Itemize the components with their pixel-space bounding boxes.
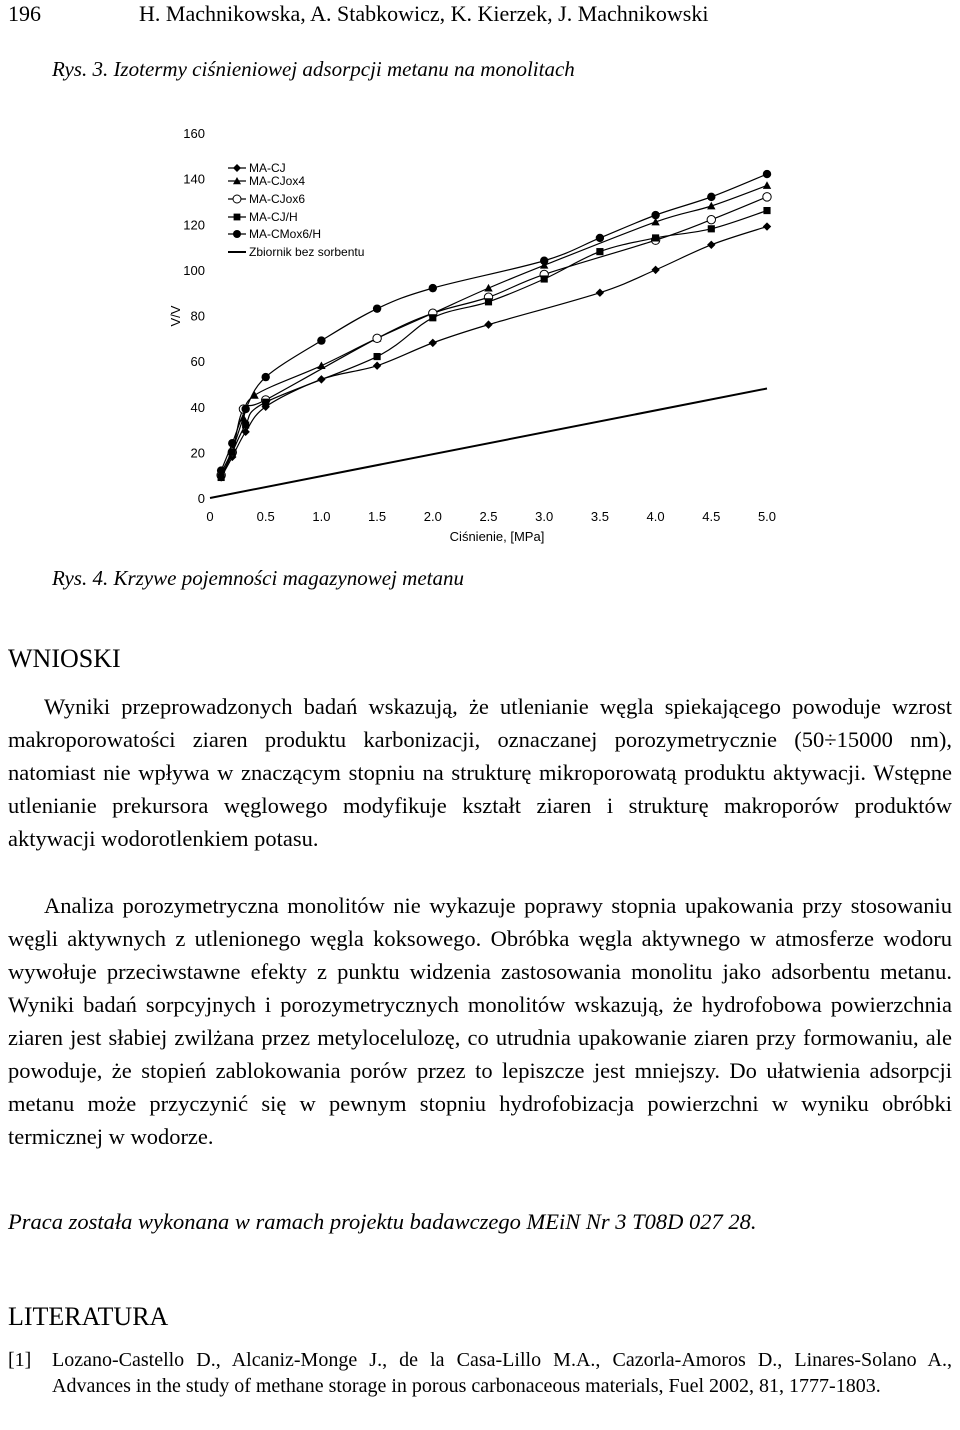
x-tick-label: 2.0 — [423, 509, 442, 524]
legend-label: MA-CJox4 — [249, 174, 306, 188]
data-point-triangle — [763, 181, 771, 189]
data-point-square — [374, 353, 381, 360]
data-point-filled-circle — [651, 211, 659, 219]
legend-label: MA-CJox6 — [249, 192, 306, 206]
data-point-filled-circle — [217, 466, 225, 474]
x-axis-label: Ciśnienie, [MPa] — [449, 529, 545, 544]
data-point-diamond — [651, 266, 659, 274]
x-tick-label: 4.5 — [702, 509, 721, 524]
running-authors: H. Machnikowska, A. Stabkowicz, K. Kierzek, J. Machnikowski — [139, 1, 709, 26]
funding-note: Praca została wykonana w ramach projektu badawczego MEiN Nr 3 T08D 027 28. — [8, 1209, 757, 1234]
section-heading-literatura: LITERATURA — [8, 1302, 169, 1331]
x-tick-label: 3.0 — [535, 509, 554, 524]
y-tick-label: 20 — [190, 445, 205, 461]
y-tick-label: 80 — [190, 308, 205, 324]
y-axis-label: V/V — [168, 305, 183, 327]
data-point-square — [429, 314, 436, 321]
y-tick-label: 40 — [190, 399, 205, 415]
data-point-open-circle — [373, 334, 381, 342]
data-point-filled-circle — [540, 257, 548, 265]
y-tick-label: 160 — [183, 126, 205, 141]
data-point-filled-circle — [233, 230, 241, 238]
series-line-5 — [210, 389, 767, 499]
data-point-square — [485, 298, 492, 305]
data-point-square — [242, 421, 249, 428]
x-tick-label: 3.5 — [590, 509, 609, 524]
data-point-square — [763, 207, 770, 214]
legend-label: MA-CJ/H — [249, 210, 298, 224]
data-point-square — [652, 234, 659, 241]
data-point-diamond — [763, 222, 771, 230]
data-point-square — [708, 225, 715, 232]
data-point-filled-circle — [317, 336, 325, 344]
legend-label: MA-CJ — [249, 161, 286, 175]
y-tick-label: 60 — [190, 354, 205, 370]
paragraph-text: Analiza porozymetryczna monolitów nie wykazuje poprawy stopnia upakowania przy stosowaniu węgli aktywnych z utlenionego węgla koksowego. Obróbka węgla aktywnego w atmosferze wodoru wywołuje przeciwstawne efekty z punktu widzenia zastosowania monolitu jako adsorbentu metanu. Wyniki badań sorpcyjnych i porozymetrycznych monolitów wskazują, że hydrofobowa powierzchnia ziaren jest słabiej zwilżana przez metylocelulozę, co utrudnia upakowanie ziaren przy formowaniu, ale powoduje, że stopień zablokowania porów przez to lepiszcze jest mniejszy. Do ułatwienia adsorpcji metanu może przyczynić się w pewnym stopniu hydrofobizacja powierzchni w wyniku obróbki termicznej w wodorze. — [8, 893, 952, 1149]
section-heading-wnioski: WNIOSKI — [8, 644, 121, 673]
conclusions-paragraph-1 — [8, 690, 952, 855]
data-point-diamond — [233, 164, 241, 172]
legend-label: MA-CMox6/H — [249, 227, 322, 241]
figure-4-chart — [0, 0, 960, 560]
data-point-filled-circle — [228, 439, 236, 447]
y-tick-label: 140 — [183, 171, 205, 187]
data-point-square — [541, 275, 548, 282]
x-tick-label: 4.0 — [646, 509, 665, 524]
x-tick-label: 2.5 — [479, 509, 498, 524]
figure-4-caption: Rys. 4. Krzywe pojemności magazynowej metanu — [52, 566, 464, 590]
data-point-filled-circle — [707, 193, 715, 201]
page-number: 196 — [8, 1, 41, 26]
x-tick-label: 1.5 — [368, 509, 387, 524]
data-point-open-circle — [233, 195, 241, 203]
data-point-open-circle — [763, 193, 771, 201]
data-point-square — [218, 474, 225, 481]
legend-label: Zbiornik bez sorbentu — [249, 245, 365, 259]
data-point-filled-circle — [596, 234, 604, 242]
data-point-square — [596, 248, 603, 255]
y-tick-label: 0 — [197, 491, 205, 506]
reference-item — [8, 1347, 952, 1399]
data-point-open-circle — [707, 215, 715, 223]
x-tick-label: 0 — [206, 509, 214, 524]
y-tick-label: 120 — [183, 217, 205, 233]
x-tick-label: 1.0 — [312, 509, 331, 524]
data-point-square — [262, 399, 269, 406]
data-point-diamond — [373, 361, 381, 369]
paragraph-text: Wyniki przeprowadzonych badań wskazują, że utlenianie węgla spiekającego powoduje wzrost makroporowatości ziaren produktu karbonizacji, oznaczanej porozymetrycznie (50÷15000 nm), natomiast nie wpływa w znaczącym stopniu na strukturę mikroporowatą produktu aktywacji. Wstępne utlenianie prekursora węglowego modyfikuje kształt ziaren i strukturę makroporów produktów aktywacji wodorotlenkiem potasu. — [8, 694, 952, 851]
data-point-filled-circle — [262, 373, 270, 381]
conclusions-paragraph-2 — [8, 889, 952, 1153]
data-point-filled-circle — [763, 170, 771, 178]
data-point-diamond — [596, 288, 604, 296]
x-tick-label: 5.0 — [757, 509, 777, 524]
reference-text: Lozano-Castello D., Alcaniz-Monge J., de la Casa-Lillo M.A., Cazorla-Amoros D., Linares-Solano A., Advances in the study of methane storage in porous carbonaceous materials, Fuel 2002, 81, 1777-1803. — [52, 1349, 952, 1397]
data-point-diamond — [429, 339, 437, 347]
reference-number: [1] — [8, 1349, 32, 1371]
data-point-triangle — [484, 284, 492, 292]
figure-3-caption: Rys. 3. Izotermy ciśnieniowej adsorpcji metanu na monolitach — [52, 57, 575, 81]
series-line-4 — [221, 174, 767, 471]
y-tick-label: 100 — [183, 262, 205, 278]
x-tick-label: 0.5 — [256, 509, 275, 524]
data-point-diamond — [707, 241, 715, 249]
data-point-diamond — [484, 320, 492, 328]
data-point-filled-circle — [429, 284, 437, 292]
data-point-filled-circle — [241, 405, 249, 413]
data-point-square — [234, 214, 241, 221]
data-point-filled-circle — [373, 304, 381, 312]
